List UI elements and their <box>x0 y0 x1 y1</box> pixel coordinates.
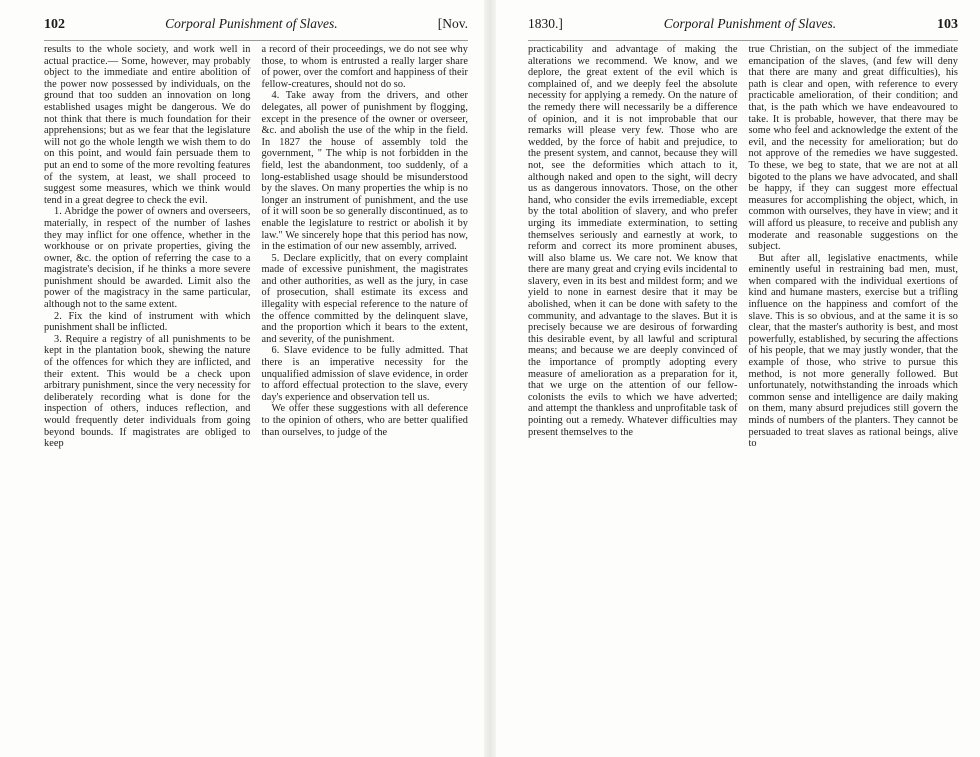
paragraph: 5. Declare explicitly, that on every complaint made of excessive punishment, the magistrates and other authorities, as well as the jury, in case of prosecution, shall estimate its excess and illegality with especial reference to the nature of the offence committed by the delinquent slave, and the proportion which it bears to the extent, and severity, of the punishment. <box>261 252 468 345</box>
left-running-title: Corporal Punishment of Slaves. <box>165 16 338 31</box>
right-page-number: 103 <box>937 17 958 32</box>
paragraph: 3. Require a registry of all punishments to be kept in the plantation book, shewing the nature of the offences for which they are inflicted, and their extent. This would be a check upon arbitrary punishment, since the very necessity for deliberately recording what is done for the inspection of others, induces reflection, and would frequently deter individuals from going beyond bounds. If magistrates are obliged to keep <box>44 333 251 450</box>
paragraph: 2. Fix the kind of instrument with which punishment shall be inflicted. <box>44 310 251 334</box>
left-page-number: 102 <box>44 17 65 32</box>
right-page-columns <box>528 44 958 450</box>
right-column-1 <box>528 44 738 450</box>
paragraph: true Christian, on the subject of the immediate emancipation of the slaves, (and few will deny that there are many and great difficulties), his path is clear and open, with reference to every practicable amelioration, of their condition; and that, is the path which we have endeavoured to take. It is probable, however, that there may be some who feel and acknowledge the extent of the evil, and the necessity for amelioration; but do not approve of the remedies we have suggested. To these, we beg to state, that we are not at all bigoted to the plans we have advocated, and shall be happy, if they can suggest more effectual measures for accomplishing the object, which, in common with ourselves, they have in view; and it will afford us pleasure, to receive and publish any moderate and reasonable suggestions on the subject. <box>748 44 958 253</box>
paragraph: results to the whole society, and work well in actual practice.— Some, however, may probably object to the immediate and entire abolition of the power now possessed by individuals, on the ground that too sudden an innovation on long established usages might be dangerous. We do not think that there is much foundation for their apprehensions; but as we fear that the legislature will not go the whole length we wish them to do on this point, and would fain persuade them to put an end to some of the more revolting features of the system, at least, we shall proceed to suggest some measures, which we think would tend in a great degree to check the evil. <box>44 44 251 206</box>
left-date-marker: [Nov. <box>437 16 468 31</box>
paragraph: 4. Take away from the drivers, and other delegates, all power of punishment by flogging, except in the presence of the owner or overseer, &c. and abolish the use of the whip in the field. In 1827 the house of assembly told the government, " The whip is not forbidden in the field, lest the abandonment, too suddenly, of a long-established usage should be misunderstood by the slaves. On many properties the whip is no longer an instrument of punishment, and the use of it will soon be so generally discontinued, as to enable the legislature to restrict or abolish it by law." We sincerely hope that this period has now, in the estimation of our new assembly, arrived. <box>261 90 468 253</box>
paragraph: a record of their proceedings, we do not see why those, to whom is entrusted a really larger share of power, over the comfort and happiness of their fellow-creatures, should not do so. <box>261 44 468 90</box>
right-page <box>490 0 980 757</box>
paragraph: practicability and advantage of making the alterations we recommend. We know, and we deplore, the great extent of the evil which is complained of, and we deeply feel the absolute necessity for applying a remedy. On the nature of the remedy there will necessarily be a difference of opinion, and it is not improbable that our remarks will please very few. Those who are wedded, by the force of habit and prejudice, to the present system, and cannot, because they will not, see the deformities which attach to it, although naked and open to the sight, will decry us as dangerous innovators. Those, on the other hand, who consider the evils irremediable, except by the total abolition of slavery, and who prefer urging its immediate extermination, to setting themselves seriously and earnestly at work, to reform and correct its more prominent abuses, will also blame us. We care not. We know that there are many great and crying evils incidental to slavery, even in its best and mildest form; and we yield to none in earnest desire that it may be abolished, when it can be done with safety to the community, and advantage to the slaves. But it is precisely because we are desirous of forwarding this desirable event, by all lawful and scriptural means; and because we are deeply convinced of the importance of promptly adopting every measure of amelioration as a preparation for it, that we urge on the attention of our fellow-colonists the evils to which we have adverted; and attempt the thankless and unprofitable task of pointing out a remedy. Whatever difficulties may present themselves to the <box>528 44 738 438</box>
right-running-title: Corporal Punishment of Slaves. <box>663 16 837 31</box>
paragraph: 1. Abridge the power of owners and overseers, materially, in respect of the number of lashes they may inflict for one offence, whether in the workhouse or on private properties, giving the owner, &c. the option of referring the case to a magistrate's decision, if he thinks a more severe punishment should be awarded. Limit also the power of the magistracy in the same particular, although not to the same extent. <box>44 206 251 311</box>
paragraph: But after all, legislative enactments, while eminently useful in restraining bad men, must, when compared with the individual exertions of kind and humane masters, exercise but a trifling influence on the happiness and comfort of the slave. This is so obvious, and at the same it is so clear, that the master's authority is best, and most powerfully, established, by securing the affections of his people, that we may justly wonder, that the example of those, who strive to pursue this method, is not more generally followed. But unfortunately, notwithstanding the inroads which common sense and intelligence are daily making on them, many absurd prejudices still govern the minds of numbers of the planters. They cannot be persuaded to treat slaves as rational beings, alive to <box>748 252 958 450</box>
right-page-header <box>528 16 958 41</box>
paragraph: We offer these suggestions with all deference to the opinion of others, who are better qualified than ourselves, to judge of the <box>261 403 468 438</box>
left-column-2 <box>262 44 469 450</box>
paragraph: 6. Slave evidence to be fully admitted. That there is an imperative necessity for the unqualified admission of slave evidence, in order to afford effectual protection to the slave, every day's experience and observation tell us. <box>261 345 468 403</box>
left-page-columns <box>44 44 468 450</box>
left-page-header <box>44 16 468 41</box>
left-column-1 <box>44 44 251 450</box>
right-date-marker: 1830.] <box>528 16 563 31</box>
right-column-2 <box>749 44 959 450</box>
